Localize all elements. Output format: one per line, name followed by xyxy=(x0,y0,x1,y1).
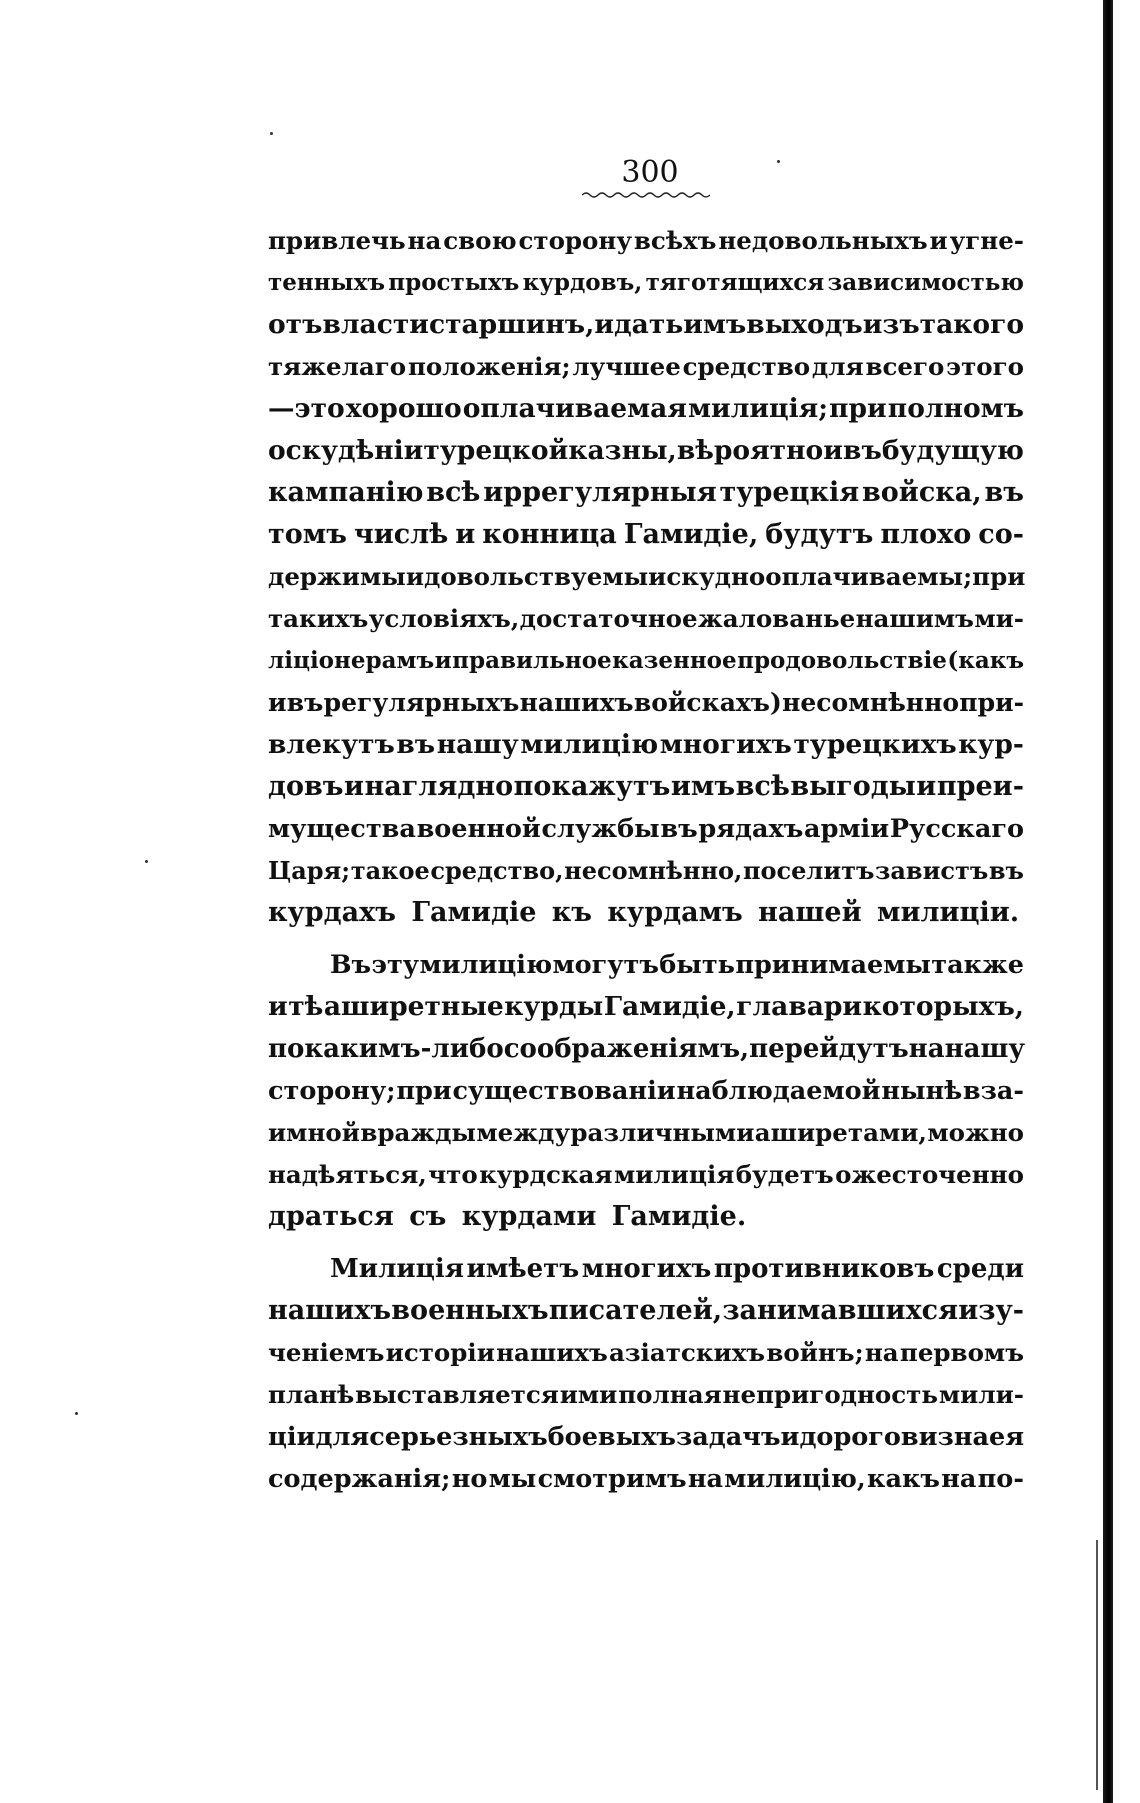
text-line: такихъ условіяхъ, достаточное жалованье нашимъ ми- xyxy=(268,604,1024,633)
text-line: планѣ выставляется ими полная непригодность мили- xyxy=(268,1380,1024,1409)
text-line: курдахъ Гамидіе къ курдамъ нашей милиціи. xyxy=(268,897,1020,928)
text-line: мущества военной службы въ рядахъ арміи Русскаго xyxy=(268,814,1024,844)
text-line: —это хорошо оплачиваемая милиція; при полномъ xyxy=(268,393,1024,424)
text-line: драться съ курдами Гамидіе. xyxy=(268,1201,747,1232)
text-line: отъ власти старшинъ, и дать имъ выходъ изъ такого xyxy=(268,309,1024,340)
text-line: ченіемъ исторіи нашихъ азіатскихъ войнъ; на первомъ xyxy=(268,1338,1024,1367)
paper-speck xyxy=(270,132,273,135)
text-line: тенныхъ простыхъ курдовъ, тяготящихся зависимостью xyxy=(268,269,1024,296)
paper-speck xyxy=(75,1412,78,1415)
text-line: томъ числѣ и конница Гамидіе, будутъ плохо со- xyxy=(268,519,1024,550)
text-line: Царя; такое средство, несомнѣнно, поселитъ завистъ въ xyxy=(268,856,1024,885)
text-line: содержанія; но мы смотримъ на милицію, какъ на по- xyxy=(268,1464,1024,1494)
text-line: нашихъ военныхъ писателей, занимавшихся изу- xyxy=(268,1295,1024,1326)
text-line: ліціонерамъ и правильное казенное продовольствіе (какъ xyxy=(268,647,1024,674)
paper-speck xyxy=(145,860,148,863)
text-line: имной вражды между различными аширетами, можно xyxy=(268,1118,1024,1147)
text-line: Милиція имѣетъ многихъ противниковъ среди xyxy=(330,1254,1024,1284)
body-text xyxy=(268,220,1024,1500)
text-line: и въ регулярныхъ нашихъ войскахъ) несомнѣнно при- xyxy=(268,688,1024,717)
page-number: 300 xyxy=(621,155,679,190)
text-line: по какимъ-либо соображеніямъ, перейдутъ на нашу xyxy=(268,1034,1026,1064)
text-line: оскудѣніи турецкой казны, вѣроятно и въ будущую xyxy=(268,435,1024,466)
text-line: влекутъ въ нашу милицію многихъ турецкихъ кур- xyxy=(268,729,1024,760)
text-line: ціи для серьезныхъ боевыхъ задачъ и дороговизна ея xyxy=(268,1422,1025,1452)
text-line: тяжелаго положенія; лучшее средство для всего этого xyxy=(268,352,1024,381)
text-line: кампанію всѣ иррегулярныя турецкія войска, въ xyxy=(268,477,1024,508)
page-edge-binding xyxy=(1103,0,1113,1803)
text-line: Въ эту милицію могутъ быть принимаемы также xyxy=(330,950,1024,980)
text-line: и тѣ аширетные курды Гамидіе, главари которыхъ, xyxy=(268,991,1024,1022)
text-line: довъ и наглядно покажутъ имъ всѣ выгоды и преи- xyxy=(268,771,1024,802)
text-line: привлечь на свою сторону всѣхъ недовольныхъ и угне- xyxy=(268,226,1024,255)
text-line: надѣяться, что курдская милиція будетъ ожесточенно xyxy=(268,1160,1024,1189)
text-line: держимы и довольствуемы и скудно оплачиваемы; при xyxy=(268,562,1026,591)
paper-speck xyxy=(777,160,780,163)
text-line: сторону; при существованіи наблюдаемой нынѣ вза- xyxy=(268,1076,1024,1106)
ornamental-rule xyxy=(582,190,710,200)
page-edge-line xyxy=(1096,1540,1098,1790)
